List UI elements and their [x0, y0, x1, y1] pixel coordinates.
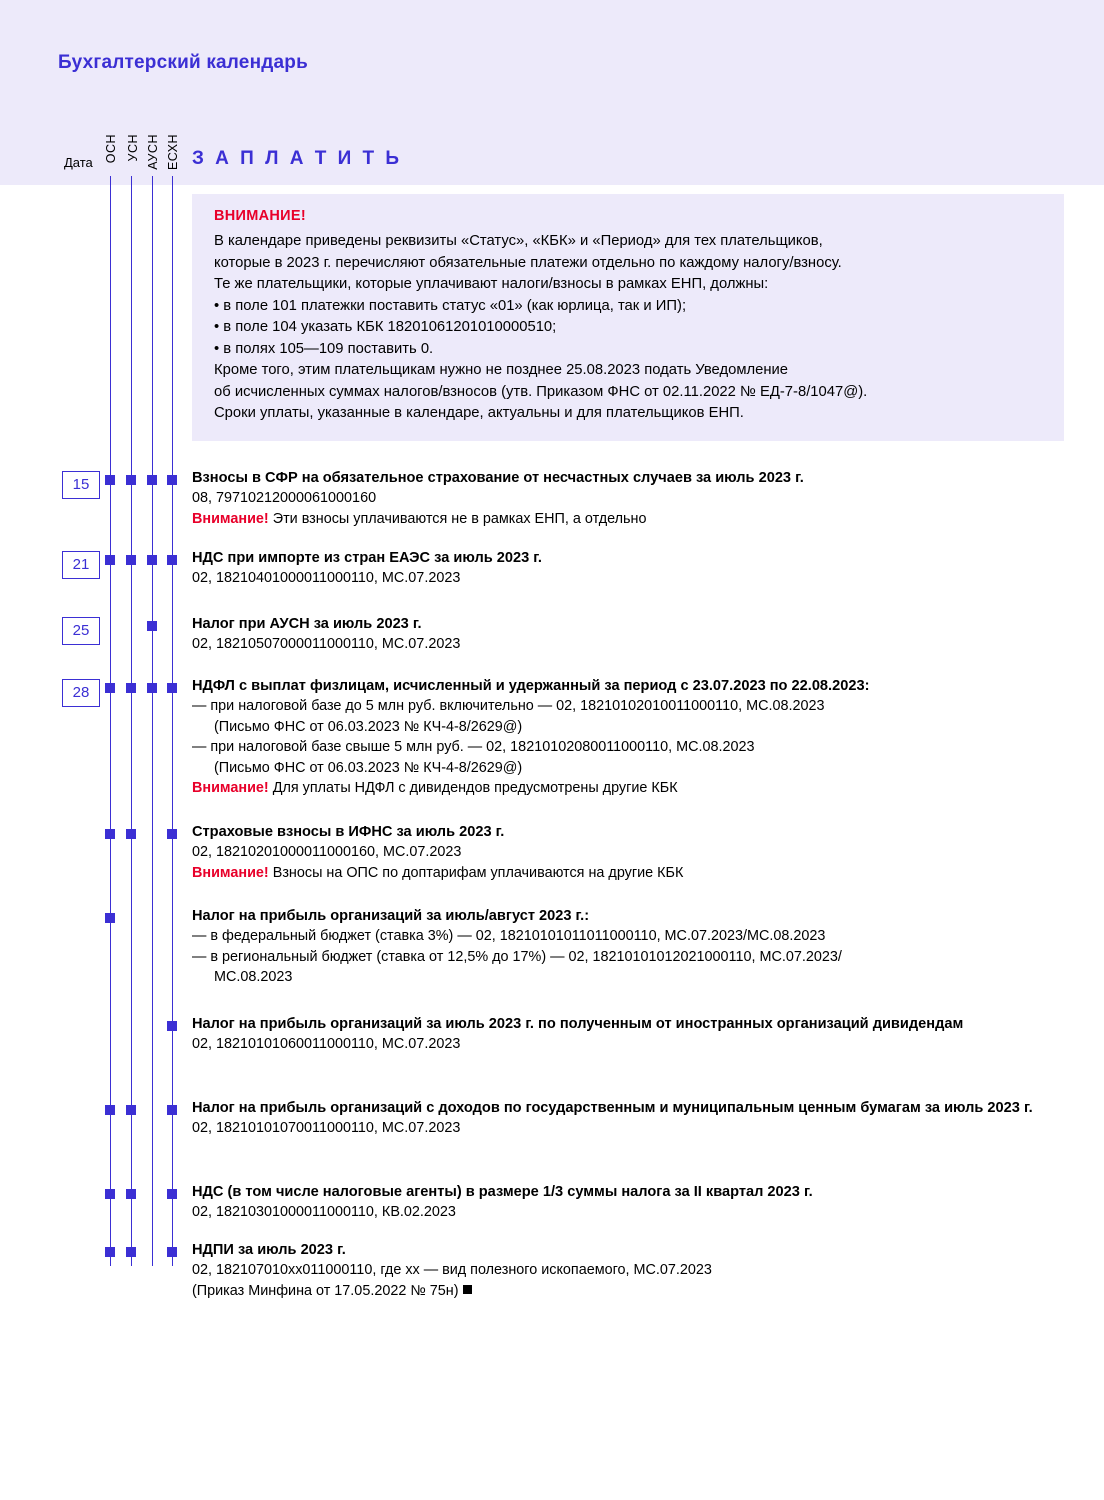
- regime-marker: [105, 913, 115, 923]
- entry-detail: 02, 18210201000011000160, МС.07.2023: [192, 844, 462, 860]
- notice-line: В календаре приведены реквизиты «Статус», «КБК» и «Период» для тех плательщиков,: [214, 233, 823, 249]
- date-badge: 28: [62, 679, 100, 707]
- column-header-date: Дата: [64, 155, 93, 170]
- calendar-entry: [192, 614, 1072, 655]
- entry-detail: 02, 18210507000011000110, МС.07.2023: [192, 636, 461, 652]
- regime-marker: [105, 555, 115, 565]
- entry-detail: (Письмо ФНС от 06.03.2023 № КЧ-4-8/2629@): [214, 759, 523, 776]
- entry-title: Налог на прибыль организаций за июль/август 2023 г.:: [192, 908, 590, 924]
- notice-line: которые в 2023 г. перечисляют обязательные платежи отдельно по каждому налогу/взносу.: [214, 254, 842, 271]
- notice-line: об исчисленных суммах налогов/взносов (утв. Приказом ФНС от 02.11.2022 № ЕД-7-8/1047@).: [214, 383, 868, 400]
- date-badge: 15: [62, 471, 100, 499]
- regime-marker: [126, 829, 136, 839]
- entry-warning: Внимание! Для уплаты НДФЛ с дивидендов предусмотрены другие КБК: [192, 780, 678, 796]
- entry-warning-label: Внимание!: [192, 864, 269, 881]
- calendar-entry: [192, 1098, 1072, 1139]
- entry-title: Налог на прибыль организаций с доходов по государственным и муниципальным ценным бумагам за июль 2023 г.: [192, 1100, 1033, 1116]
- entry-title: НДПИ за июль 2023 г.: [192, 1242, 346, 1258]
- rail-eshn: [172, 176, 173, 1266]
- regime-marker: [167, 1189, 177, 1199]
- regime-marker: [126, 1247, 136, 1257]
- entry-warning-label: Внимание!: [192, 510, 269, 527]
- regime-marker: [105, 1189, 115, 1199]
- regime-marker: [167, 1021, 177, 1031]
- rail-osn: [110, 176, 111, 1266]
- entry-title: Взносы в СФР на обязательное страхование от несчастных случаев за июль 2023 г.: [192, 470, 804, 486]
- regime-marker: [105, 829, 115, 839]
- date-badge: 21: [62, 551, 100, 579]
- entry-detail: 02, 18210401000011000110, МС.07.2023: [192, 570, 461, 586]
- entry-title: НДС при импорте из стран ЕАЭС за июль 2023 г.: [192, 550, 542, 566]
- notice-line: • в поле 104 указать КБК 18201061201010000510;: [214, 319, 557, 335]
- entry-detail: 02, 18210101070011000110, МС.07.2023: [192, 1120, 461, 1136]
- notice-block: [192, 194, 1104, 441]
- regime-marker: [167, 829, 177, 839]
- entry-detail: (Приказ Минфина от 17.05.2022 № 75н): [192, 1281, 1072, 1302]
- regime-marker: [167, 555, 177, 565]
- regime-marker: [126, 683, 136, 693]
- entry-detail: 02, 18210301000011000110, КВ.02.2023: [192, 1204, 456, 1220]
- calendar-entry: [192, 822, 1072, 883]
- entry-title: Налог на прибыль организаций за июль 2023 г. по полученным от иностранных организаций дивидендам: [192, 1016, 964, 1032]
- regime-marker: [126, 1105, 136, 1115]
- calendar-entry: [192, 548, 1072, 589]
- entry-detail: — при налоговой базе до 5 млн руб. включительно — 02, 18210102010011000110, МС.08.2023: [192, 698, 825, 714]
- notice-line: Кроме того, этим плательщикам нужно не позднее 25.08.2023 подать Уведомление: [214, 362, 789, 378]
- entry-detail: 02, 18210101060011000110, МС.07.2023: [192, 1036, 461, 1052]
- column-header-osn: ОСН: [104, 134, 118, 164]
- calendar-entry: [192, 676, 1072, 799]
- regime-marker: [147, 475, 157, 485]
- calendar-entry: [192, 468, 1072, 529]
- entry-detail: — в региональный бюджет (ставка от 12,5% до 17%) — 02, 18210101012021000110, МС.07.2023/: [192, 948, 842, 965]
- regime-marker: [147, 621, 157, 631]
- entry-title: НДФЛ с выплат физлицам, исчисленный и удержанный за период с 23.07.2023 по 22.08.2023:: [192, 678, 870, 694]
- section-title-pay: З А П Л А Т И Т Ь: [192, 148, 403, 169]
- rail-ausn: [152, 176, 153, 1266]
- entry-title: Страховые взносы в ИФНС за июль 2023 г.: [192, 824, 505, 840]
- regime-marker: [167, 1247, 177, 1257]
- entry-detail: — в федеральный бюджет (ставка 3%) — 02, 18210101011011000110, МС.07.2023/МС.08.2023: [192, 928, 826, 944]
- regime-marker: [105, 475, 115, 485]
- calendar-entry: [192, 1014, 1072, 1055]
- page-title: Бухгалтерский календарь: [58, 52, 308, 73]
- notice-body: [214, 231, 1046, 425]
- calendar-entry: [192, 1182, 1072, 1223]
- column-header-ausn: АУСН: [146, 134, 160, 170]
- column-header-eshn: ЕСХН: [166, 134, 180, 171]
- notice-line: Те же плательщики, которые уплачивают налоги/взносы в рамках ЕНП, должны:: [214, 276, 769, 292]
- regime-marker: [126, 475, 136, 485]
- entry-title: НДС (в том числе налоговые агенты) в размере 1/3 суммы налога за II квартал 2023 г.: [192, 1184, 813, 1200]
- regime-marker: [126, 555, 136, 565]
- column-header-usn: УСН: [126, 134, 140, 162]
- regime-marker: [167, 475, 177, 485]
- entry-detail: МС.08.2023: [214, 969, 293, 985]
- entry-detail: — при налоговой базе свыше 5 млн руб. — 02, 18210102080011000110, МС.08.2023: [192, 739, 755, 755]
- regime-marker: [126, 1189, 136, 1199]
- notice-line: Сроки уплаты, указанные в календаре, актуальны и для плательщиков ЕНП.: [214, 405, 744, 421]
- calendar-entry: [192, 1240, 1072, 1301]
- rail-usn: [131, 176, 132, 1266]
- regime-marker: [147, 683, 157, 693]
- regime-marker: [167, 1105, 177, 1115]
- notice-line: • в полях 105—109 поставить 0.: [214, 340, 434, 357]
- entry-warning: Внимание! Эти взносы уплачиваются не в рамках ЕНП, а отдельно: [192, 510, 647, 527]
- end-of-article-marker: [463, 1285, 472, 1294]
- entry-detail: 08, 79710212000061000160: [192, 490, 377, 506]
- date-badge: 25: [62, 617, 100, 645]
- regime-marker: [105, 1247, 115, 1257]
- entry-detail: 02, 182107010хх011000110, где хх — вид полезного ископаемого, МС.07.2023: [192, 1262, 712, 1278]
- regime-marker: [105, 683, 115, 693]
- regime-marker: [167, 683, 177, 693]
- calendar-entry: [192, 906, 1072, 988]
- regime-marker: [105, 1105, 115, 1115]
- entry-warning-label: Внимание!: [192, 780, 269, 796]
- notice-line: • в поле 101 платежки поставить статус «01» (как юрлица, так и ИП);: [214, 297, 687, 314]
- entry-title: Налог при АУСН за июль 2023 г.: [192, 616, 422, 632]
- entry-warning: Внимание! Взносы на ОПС по доптарифам уплачиваются на другие КБК: [192, 864, 684, 881]
- entry-detail: (Письмо ФНС от 06.03.2023 № КЧ-4-8/2629@): [214, 718, 523, 735]
- regime-marker: [147, 555, 157, 565]
- notice-title: ВНИМАНИЕ!: [214, 208, 307, 224]
